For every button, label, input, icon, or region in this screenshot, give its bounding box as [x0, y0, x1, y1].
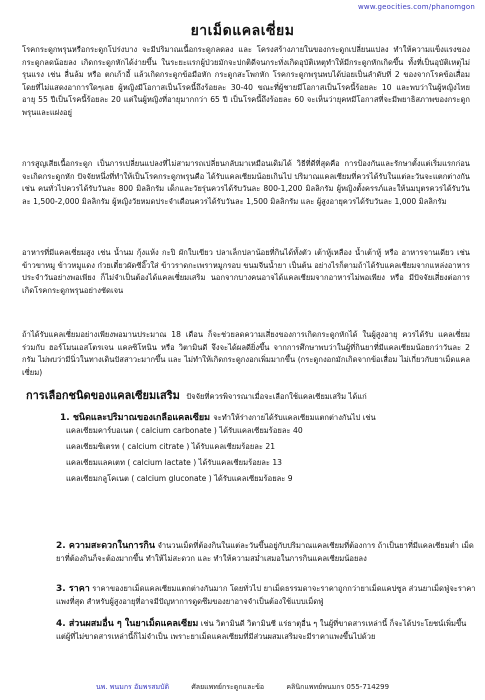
item-1-text: จะทำให้ร่างกายได้รับแคลเซียมแตกต่างกันไป เช่น — [213, 413, 376, 422]
paragraph-2: การสูญเสียเนื้อกระดูก เป็นการเปลี่ยนแปลงที่ไม่สามารถเปลี่ยนกลับมาเหมือนเดิมได้ วิธีที่ดีที่สุดคือ การป้องกันและรักษาตั้งแต่เริ่มแรกก่อนจะเกิดกระดูกหัก ปัจจัยหนึ่งที่ทำให้เป็นโรคกระดูกพรุนคือ ได้รับแคลเซียมน้อยเกินไป ปริมาณแคลเซียมที่ควรได้รับในแต่ละวันจะแตกต่างกัน เช่น คนทั่วไปควรได้รับวันละ 800 มิลลิกรัม เด็กและวัยรุ่นควรได้รับวันละ 800-1,200 มิลลิกรัม ผู้หญิงตั้งครรภ์และให้นมบุตรควรได้รับวันละ 1,500-2,000 มิลลิกรัม ผู้หญิงวัยหมดประจำเดือนควรได้รับวันละ 1,500 มิลลิกรัม และ ผู้สูงอายุควรได้รับวันละ 1,000 มิลลิกรัม — [22, 159, 470, 206]
item-2 — [56, 540, 476, 565]
paragraph-1: โรคกระดูกพรุนหรือกระดูกโปร่งบาง จะมีปริมาณเนื้อกระดูกลดลง และ โครงสร้างภายในของกระดูกเปลี่ยนแปลง ทำให้ความแข็งแรงของกระดูกลดน้อยลง เกิดกระดูกหักได้ง่ายขึ้น ในระยะแรกผู้ป่วยมักจะปกติดีจนกระทั่งเกิดอุบัติเหตุทำให้มีกระดูกหักเกิดขึ้น ทั้งที่เป็นอุบัติเหตุไม่รุนแรง เช่น ลื่นล้ม หรือ ตกเก้าอี้ แล้วเกิดกระดูกข้อมือหัก กระดูกสะโพกหัก โรคกระดูกพรุนพบได้บ่อยเป็นลำดับที่ 2 ของจากโรคข้อเสื่อม โดยที่ไม่แสดงอาการใดๆเลย ผู้หญิงมีโอกาสเป็นโรคนี้ถึงร้อยละ 30-40 ขณะที่ผู้ชายมีโอกาสเป็นโรคนี้ร้อยละ 10 และพบว่าในผู้หญิงไทยอายุ 55 ปีเป็นโรคนี้ร้อยละ 20 แต่ในผู้หญิงที่อายุมากกว่า 65 ปี เป็นโรคนี้ถึงร้อยละ 60 จะเห็นว่ายุคหมีโอกาสที่จะมีพยาธิสภาพของกระดูกพรุนและแฝงอยู่ — [22, 45, 470, 117]
item-1-lead: 1. ชนิดและปริมาณของเกลือแคลเซียม — [60, 413, 211, 423]
page-title: ยาเม็ดแคลเซี่ยม — [190, 23, 295, 39]
paragraph-4: ถ้าได้รับแคลเซี่ยมอย่างเพียงพอมานประมาณ 18 เดือน ก็จะช่วยลดความเสี่ยงของการเกิดกระดูกหักได้ ในผู้สูงอายุ ควรได้รับ แคลเซี่ยม ร่วมกับ ฮอร์โมนเอสโตรเจน แคลซิโทนิน หรือ วิตามินดี จึงจะได้ผลดียิ่งขึ้น จากการศึกษาพบว่าในผู้ที่กินยาที่มีแคลเซียมน้อยกว่าวันละ 2 กรัม ไม่พบว่ามีนิ่วในทางเดินปัสสาวะมากขึ้น และ ไม่ทำให้เกิดกระดูกงอกเพิ่มมากขึ้น (กระดูกงอกมักเกิดจากข้อเสื่อม ไม่เกี่ยวกับยาเม็ดแคลเซี่ยม) — [22, 330, 470, 377]
calcium-type-carbonate: แคลเซียมคาร์บอเนต ( calcium carbonate ) ได้รับแคลเซียมร้อยละ 40 — [66, 426, 303, 435]
page-footer — [0, 682, 485, 693]
section-intro: ปัจจัยที่ควรพิจารณาเมื่อจะเลือกใช้แคลเซียมเสริม ได้แก่ — [186, 392, 367, 401]
section-heading: การเลือกชนิดของแคลเซียมเสริม — [26, 389, 180, 402]
item-4-lead: 4. ส่วนผสมอื่น ๆ ในยาเม็ดแคลเซียม — [56, 619, 199, 629]
calcium-type-gluconate: แคลเซียมกลูโคเนต ( calcium gluconate ) ได้รับแคลเซียมร้อยละ 9 — [66, 474, 293, 483]
item-3-text: ราคาของยาเม็ดแคลเซียมแตกต่างกันมาก โดยทั่วไป ยาเม็ดธรรมดาจะราคาถูกกว่ายาเม็ดแคปซูล ส่วนยาเม็ดฟู่จะราคาแพงที่สุด สำหรับผู้สูงอายุที่อาจมีปัญหาการดูดซึมของยาอาจจำเป็นต้องใช้แบบเม็ดฟู่ — [56, 584, 476, 606]
footer-clinic: คลินิกแพทย์พนมกร 055-714299 — [286, 683, 390, 691]
item-1-heading — [60, 410, 376, 424]
calcium-type-lactate: แคลเซียมแลคเตท ( calcium lactate ) ได้รับแคลเซียมร้อยละ 13 — [66, 458, 283, 467]
paragraph-3: อาหารที่มีแคลเซี่ยมสูง เช่น น้ำนม กุ้งแห้ง กะปิ ผักใบเขียว ปลาเล็กปลาน้อยที่กินได้ทั้งตัว เต้าหู้เหลือง น้ำเต้าหู้ หรือ อาหารจานเดียว เช่น ข้าวขาหมู ข้าวหมูแดง ก๋วยเตี๋ยวผัดซีอิ๊วใส่ ข้าวราดกะเพราหมูกรอบ ขนมจีนน้ำยา เป็นต้น อย่างไรก็ตามถ้าได้รับแคลเซียมจากแหล่งอาหารประจำวันอย่างพอเพียง ก็ไม่จำเป็นต้องได้แคลเซี่ยมเสริม นอกจากบางคนอาจได้แคลเซียมจากอาหารไม่พอเพียง หรือ มีปัจจัยเสี่ยงต่อการเกิดโรคกระดูกพรุนอย่างชัดเจน — [22, 248, 470, 295]
item-2-text: จำนวนเม็ดที่ต้องกินในแต่ละวันขึ้นอยู่กับปริมาณแคลเซียมที่ต้องการ ถ้าเป็นยาที่มีแคลเซียมต่ำ เม็ดยาที่ต้องกินก็จะต้องมากขึ้น ทำให้ไม่สะดวก และ ทำให้ความสม่ำเสมอในการกินแคลเซียมน้อยลง — [56, 541, 474, 563]
section-heading-row — [26, 389, 474, 404]
header-url[interactable]: www.geocities.com/phanomgon — [357, 3, 475, 11]
item-2-lead: 2. ความสะดวกในการกิน — [56, 541, 156, 551]
footer-author: นพ. พนมกร อัมพรสมบัติ — [95, 683, 170, 691]
item-4 — [56, 618, 476, 643]
calcium-type-citrate: แคลเซียมซิเตรท ( calcium citrate ) ได้รับแคลเซียมร้อยละ 21 — [66, 442, 276, 451]
footer-center: ศัลยแพทย์กระดูกและข้อ — [191, 683, 265, 691]
item-4-text: เช่น วิตามินดี วิตามินซี แร่ธาตุอื่น ๆ ในผู้ที่ขาดสารเหล่านี้ ก็จะได้ประโยชน์เพิ่มขึ้น แต่ผู้ที่ไม่ขาดสารเหล่านี้ก็ไม่จำเป็น เพราะยาเม็ดแคลเซียมที่มีส่วนผสมเสริมจะมีราคาแพงขึ้นไปด้วย — [56, 619, 467, 641]
item-3 — [56, 583, 476, 608]
item-3-lead: 3. ราคา — [56, 584, 90, 594]
